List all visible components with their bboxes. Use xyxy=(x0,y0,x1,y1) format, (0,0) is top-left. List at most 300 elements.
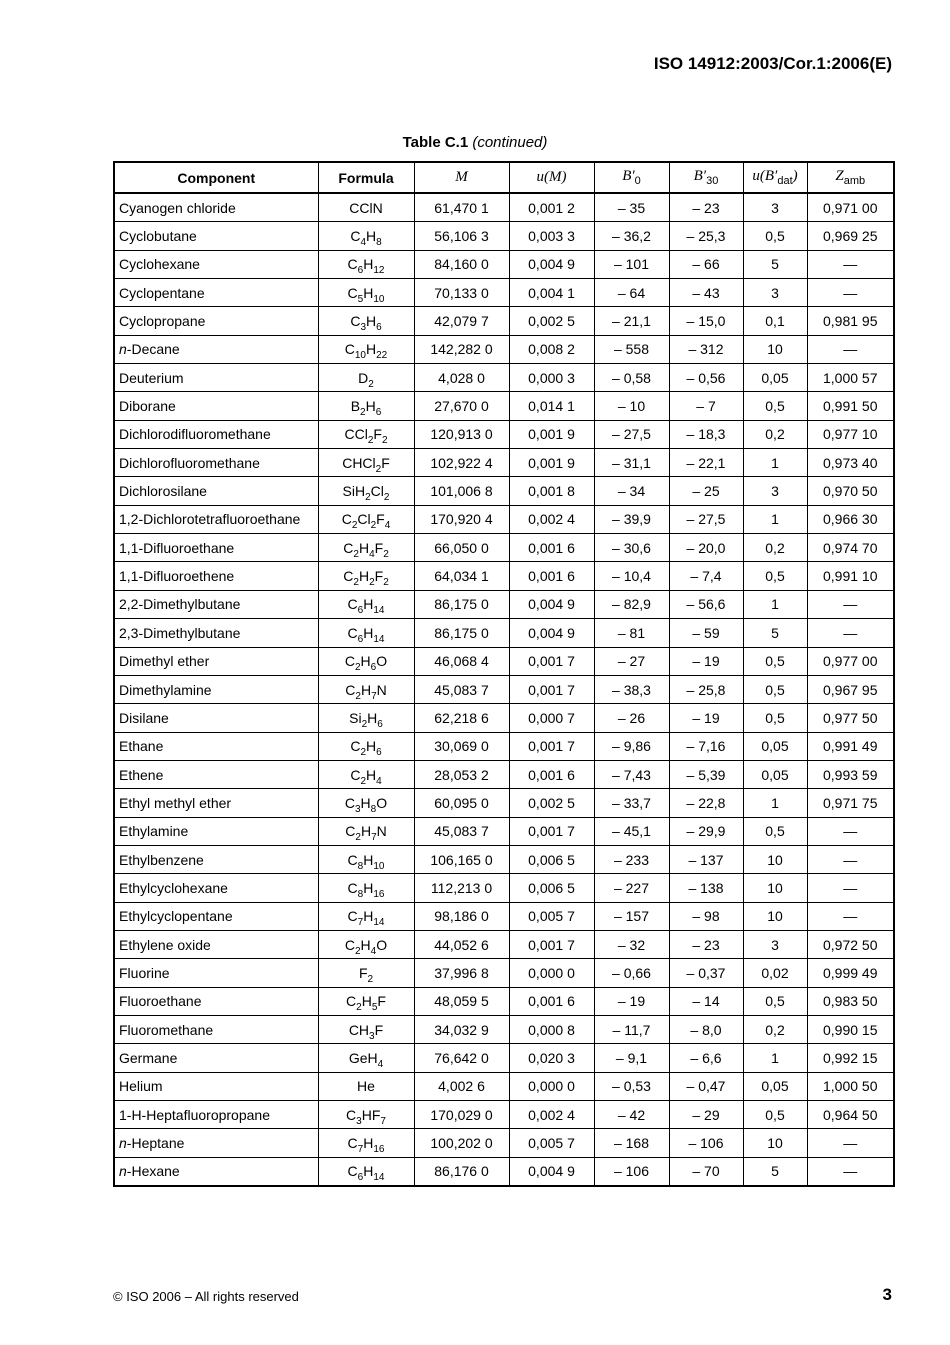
table-row xyxy=(114,760,894,788)
component-name xyxy=(114,704,318,732)
component-name xyxy=(114,1129,318,1157)
molar-mass-cell: 98,186 0 xyxy=(414,902,509,930)
table-caption-note: (continued) xyxy=(472,134,548,151)
component-label: Cyclohexane xyxy=(119,256,200,273)
component-label: Cyclobutane xyxy=(119,228,197,245)
b0-cell: – 227 xyxy=(594,874,669,902)
table-row xyxy=(114,364,894,392)
formula-cell: $C_2H_4O$ xyxy=(318,930,414,958)
molar-mass-uncertainty-cell: 0,001 9 xyxy=(509,449,594,477)
component-label: Fluoroethane xyxy=(119,993,202,1010)
z-amb-cell: — xyxy=(807,619,894,647)
component-name xyxy=(114,874,318,902)
component-name xyxy=(114,647,318,675)
header-z-amb xyxy=(807,162,894,193)
component-label: Ethylcyclohexane xyxy=(119,879,228,896)
component-label: Helium xyxy=(119,1078,163,1095)
molar-mass-cell: 76,642 0 xyxy=(414,1044,509,1072)
b-uncertainty-cell: 5 xyxy=(743,1157,807,1186)
b30-cell: – 66 xyxy=(669,250,743,278)
molar-mass-cell: 66,050 0 xyxy=(414,534,509,562)
formula-cell: $C_6H_{14}$ xyxy=(318,619,414,647)
molar-mass-cell: 86,175 0 xyxy=(414,590,509,618)
table-row xyxy=(114,534,894,562)
molar-mass-cell: 170,920 4 xyxy=(414,505,509,533)
component-name xyxy=(114,562,318,590)
component-label: Dimethylamine xyxy=(119,681,212,698)
formula-cell: $C_6H_{14}$ xyxy=(318,590,414,618)
b30-cell: – 25,8 xyxy=(669,675,743,703)
b30-cell: – 0,37 xyxy=(669,959,743,987)
b30-cell: – 70 xyxy=(669,1157,743,1186)
component-name xyxy=(114,987,318,1015)
formula-cell: $C_5H_{10}$ xyxy=(318,279,414,307)
b30-cell: – 106 xyxy=(669,1129,743,1157)
component-name xyxy=(114,505,318,533)
b-uncertainty-cell: 1 xyxy=(743,1044,807,1072)
z-amb-cell: 0,972 50 xyxy=(807,930,894,958)
z-amb-cell: — xyxy=(807,250,894,278)
b0-cell: – 26 xyxy=(594,704,669,732)
z-amb-cell: 1,000 57 xyxy=(807,364,894,392)
b-uncertainty-cell: 0,05 xyxy=(743,732,807,760)
header-molar-mass: M xyxy=(414,162,509,193)
b0-cell: – 45,1 xyxy=(594,817,669,845)
b0-cell: – 39,9 xyxy=(594,505,669,533)
molar-mass-uncertainty-cell: 0,000 0 xyxy=(509,959,594,987)
formula-cell: $CH_3F$ xyxy=(318,1015,414,1043)
component-label: Dichlorosilane xyxy=(119,483,207,500)
b30-cell: – 7,16 xyxy=(669,732,743,760)
b-uncertainty-cell: 3 xyxy=(743,477,807,505)
z-amb-cell: 0,964 50 xyxy=(807,1101,894,1129)
table-row xyxy=(114,449,894,477)
molar-mass-cell: 84,160 0 xyxy=(414,250,509,278)
header-molar-mass-uncertainty: u(M) xyxy=(509,162,594,193)
component-label: Cyanogen chloride xyxy=(119,199,236,216)
molar-mass-cell: 42,079 7 xyxy=(414,307,509,335)
formula-cell: $SiH_2Cl_2$ xyxy=(318,477,414,505)
table-row xyxy=(114,1044,894,1072)
b0-cell: – 81 xyxy=(594,619,669,647)
b-uncertainty-cell: 0,5 xyxy=(743,392,807,420)
component-label: -Heptane xyxy=(126,1135,185,1152)
b0-cell: – 168 xyxy=(594,1129,669,1157)
component-name xyxy=(114,392,318,420)
table-row xyxy=(114,619,894,647)
b-uncertainty-cell: 0,2 xyxy=(743,420,807,448)
z-amb-cell: — xyxy=(807,902,894,930)
molar-mass-uncertainty-cell: 0,002 5 xyxy=(509,307,594,335)
formula-cell: $C_8H_{10}$ xyxy=(318,845,414,873)
component-name xyxy=(114,732,318,760)
component-name xyxy=(114,222,318,250)
table-row xyxy=(114,1101,894,1129)
formula-cell: $B_2H_6$ xyxy=(318,392,414,420)
component-name xyxy=(114,1101,318,1129)
z-amb-cell: — xyxy=(807,590,894,618)
molar-mass-cell: 48,059 5 xyxy=(414,987,509,1015)
z-amb-cell: 0,990 15 xyxy=(807,1015,894,1043)
b30-cell: – 14 xyxy=(669,987,743,1015)
formula-cell: $C_7H_{14}$ xyxy=(318,902,414,930)
molar-mass-cell: 112,213 0 xyxy=(414,874,509,902)
b30-cell: – 19 xyxy=(669,704,743,732)
z-amb-cell: 0,974 70 xyxy=(807,534,894,562)
molar-mass-cell: 60,095 0 xyxy=(414,789,509,817)
table-row xyxy=(114,845,894,873)
formula-cell: $C_2H_7N$ xyxy=(318,675,414,703)
molar-mass-uncertainty-cell: 0,001 7 xyxy=(509,675,594,703)
b0-cell: – 11,7 xyxy=(594,1015,669,1043)
b-uncertainty-cell: 0,5 xyxy=(743,562,807,590)
molar-mass-cell: 120,913 0 xyxy=(414,420,509,448)
b-uncertainty-cell: 0,5 xyxy=(743,704,807,732)
component-prefix: n xyxy=(119,341,127,358)
table-row xyxy=(114,392,894,420)
b0-cell: – 27 xyxy=(594,647,669,675)
header-z-symbol: Z xyxy=(835,168,844,184)
component-name xyxy=(114,250,318,278)
molar-mass-cell: 86,176 0 xyxy=(414,1157,509,1186)
formula-cell: $C_6H_{14}$ xyxy=(318,1157,414,1186)
formula-cell: $C_8H_{16}$ xyxy=(318,874,414,902)
z-amb-cell: 0,992 15 xyxy=(807,1044,894,1072)
component-label: Ethene xyxy=(119,766,164,783)
molar-mass-uncertainty-cell: 0,001 7 xyxy=(509,817,594,845)
molar-mass-cell: 45,083 7 xyxy=(414,675,509,703)
b30-cell: – 6,6 xyxy=(669,1044,743,1072)
b-uncertainty-cell: 5 xyxy=(743,619,807,647)
molar-mass-cell: 28,053 2 xyxy=(414,760,509,788)
z-amb-cell: — xyxy=(807,279,894,307)
table-row xyxy=(114,307,894,335)
component-label: Ethane xyxy=(119,738,164,755)
component-name xyxy=(114,1044,318,1072)
z-amb-cell: — xyxy=(807,1129,894,1157)
b-uncertainty-cell: 0,05 xyxy=(743,364,807,392)
table-row xyxy=(114,930,894,958)
b30-cell: – 27,5 xyxy=(669,505,743,533)
molar-mass-cell: 37,996 8 xyxy=(414,959,509,987)
molar-mass-uncertainty-cell: 0,004 1 xyxy=(509,279,594,307)
table-row xyxy=(114,505,894,533)
b0-cell: – 19 xyxy=(594,987,669,1015)
b0-cell: – 106 xyxy=(594,1157,669,1186)
molar-mass-cell: 86,175 0 xyxy=(414,619,509,647)
b-uncertainty-cell: 1 xyxy=(743,505,807,533)
b-uncertainty-cell: 1 xyxy=(743,590,807,618)
z-amb-cell: 0,971 00 xyxy=(807,193,894,222)
b-uncertainty-cell: 0,5 xyxy=(743,675,807,703)
table-row xyxy=(114,1129,894,1157)
molar-mass-cell: 70,133 0 xyxy=(414,279,509,307)
component-label: -Decane xyxy=(126,341,180,358)
molar-mass-uncertainty-cell: 0,006 5 xyxy=(509,874,594,902)
component-prefix: n xyxy=(119,1135,127,1152)
b-uncertainty-cell: 10 xyxy=(743,335,807,363)
molar-mass-cell: 102,922 4 xyxy=(414,449,509,477)
component-name xyxy=(114,477,318,505)
b0-cell: – 34 xyxy=(594,477,669,505)
molar-mass-uncertainty-cell: 0,002 5 xyxy=(509,789,594,817)
b30-cell: – 98 xyxy=(669,902,743,930)
molar-mass-cell: 4,002 6 xyxy=(414,1072,509,1100)
molar-mass-cell: 56,106 3 xyxy=(414,222,509,250)
b-uncertainty-cell: 0,5 xyxy=(743,647,807,675)
table-row xyxy=(114,250,894,278)
molar-mass-cell: 106,165 0 xyxy=(414,845,509,873)
table-row xyxy=(114,420,894,448)
table-row xyxy=(114,987,894,1015)
component-label: Deuterium xyxy=(119,369,184,386)
z-amb-cell: 0,973 40 xyxy=(807,449,894,477)
formula-cell: $D_2$ xyxy=(318,364,414,392)
b30-cell: – 18,3 xyxy=(669,420,743,448)
header-b-uncertainty xyxy=(743,162,807,193)
table-row xyxy=(114,1157,894,1186)
formula-cell: $C_2H_6O$ xyxy=(318,647,414,675)
b0-cell: – 64 xyxy=(594,279,669,307)
molar-mass-cell: 27,670 0 xyxy=(414,392,509,420)
page-number: 3 xyxy=(882,1285,892,1304)
b30-cell: – 59 xyxy=(669,619,743,647)
component-name xyxy=(114,902,318,930)
formula-cell: GeH$_4$ xyxy=(318,1044,414,1072)
z-amb-cell: — xyxy=(807,874,894,902)
b30-cell: – 56,6 xyxy=(669,590,743,618)
molar-mass-uncertainty-cell: 0,004 9 xyxy=(509,590,594,618)
formula-cell: He xyxy=(318,1072,414,1100)
molar-mass-cell: 64,034 1 xyxy=(414,562,509,590)
b0-cell: – 32 xyxy=(594,930,669,958)
b0-cell: – 558 xyxy=(594,335,669,363)
b-uncertainty-cell: 10 xyxy=(743,1129,807,1157)
molar-mass-cell: 30,069 0 xyxy=(414,732,509,760)
table-header-row xyxy=(114,162,894,193)
b0-cell: – 9,1 xyxy=(594,1044,669,1072)
molar-mass-uncertainty-cell: 0,001 8 xyxy=(509,477,594,505)
table-row xyxy=(114,902,894,930)
b-uncertainty-cell: 0,2 xyxy=(743,534,807,562)
formula-cell: $C_3H_8O$ xyxy=(318,789,414,817)
table-row xyxy=(114,647,894,675)
component-label: Fluoromethane xyxy=(119,1021,214,1038)
b30-cell: – 5,39 xyxy=(669,760,743,788)
b30-cell: – 0,56 xyxy=(669,364,743,392)
molar-mass-cell: 61,470 1 xyxy=(414,193,509,222)
component-name xyxy=(114,959,318,987)
component-label: 1,2-Dichlorotetrafluoroethane xyxy=(119,511,301,528)
z-amb-cell: 0,977 00 xyxy=(807,647,894,675)
table-body xyxy=(114,193,894,1186)
component-label: Dimethyl ether xyxy=(119,653,210,670)
component-label: Fluorine xyxy=(119,964,170,981)
b0-cell: – 0,58 xyxy=(594,364,669,392)
table-row xyxy=(114,959,894,987)
molar-mass-uncertainty-cell: 0,002 4 xyxy=(509,1101,594,1129)
component-label: Cyclopropane xyxy=(119,313,206,330)
component-label: Disilane xyxy=(119,709,169,726)
b0-cell: – 82,9 xyxy=(594,590,669,618)
component-label: 2,3-Dimethylbutane xyxy=(119,624,241,641)
z-amb-cell: — xyxy=(807,817,894,845)
z-amb-cell: — xyxy=(807,1157,894,1186)
molar-mass-uncertainty-cell: 0,001 7 xyxy=(509,732,594,760)
b0-cell: – 27,5 xyxy=(594,420,669,448)
b-uncertainty-cell: 3 xyxy=(743,279,807,307)
b30-cell: – 29,9 xyxy=(669,817,743,845)
table-row xyxy=(114,590,894,618)
component-label: 1,1-Difluoroethane xyxy=(119,539,235,556)
component-name xyxy=(114,307,318,335)
b-uncertainty-cell: 3 xyxy=(743,193,807,222)
component-label: -Hexane xyxy=(126,1163,180,1180)
b0-cell: – 33,7 xyxy=(594,789,669,817)
header-b30-sub: 30 xyxy=(706,175,719,187)
molar-mass-cell: 142,282 0 xyxy=(414,335,509,363)
component-label: 2,2-Dimethylbutane xyxy=(119,596,241,613)
component-name xyxy=(114,193,318,222)
component-label: Ethylene oxide xyxy=(119,936,211,953)
b30-cell: – 8,0 xyxy=(669,1015,743,1043)
component-name xyxy=(114,590,318,618)
b0-cell: – 35 xyxy=(594,193,669,222)
b30-cell: – 29 xyxy=(669,1101,743,1129)
molar-mass-uncertainty-cell: 0,014 1 xyxy=(509,392,594,420)
b0-cell: – 0,53 xyxy=(594,1072,669,1100)
molar-mass-cell: 62,218 6 xyxy=(414,704,509,732)
molar-mass-uncertainty-cell: 0,001 7 xyxy=(509,930,594,958)
table-caption-label: Table C.1 xyxy=(402,134,469,151)
b-uncertainty-cell: 0,5 xyxy=(743,987,807,1015)
b30-cell: – 0,47 xyxy=(669,1072,743,1100)
b-uncertainty-cell: 5 xyxy=(743,250,807,278)
b-uncertainty-cell: 10 xyxy=(743,845,807,873)
component-name xyxy=(114,1015,318,1043)
header-formula: Formula xyxy=(318,162,414,193)
z-amb-cell: 0,969 25 xyxy=(807,222,894,250)
z-amb-cell: 0,967 95 xyxy=(807,675,894,703)
b0-cell: – 0,66 xyxy=(594,959,669,987)
header-b30-symbol: B′ xyxy=(693,168,707,184)
table-row xyxy=(114,222,894,250)
header-b-uncertainty-sub: dat xyxy=(777,175,793,187)
formula-cell: $F_2$ xyxy=(318,959,414,987)
formula-cell: $C_2H_4$ xyxy=(318,760,414,788)
formula-cell: $C_4H_8$ xyxy=(318,222,414,250)
b30-cell: – 25,3 xyxy=(669,222,743,250)
molar-mass-uncertainty-cell: 0,000 8 xyxy=(509,1015,594,1043)
z-amb-cell: 1,000 50 xyxy=(807,1072,894,1100)
table-row xyxy=(114,335,894,363)
component-name xyxy=(114,760,318,788)
z-amb-cell: 0,999 49 xyxy=(807,959,894,987)
b0-cell: – 9,86 xyxy=(594,732,669,760)
b30-cell: – 25 xyxy=(669,477,743,505)
molar-mass-uncertainty-cell: 0,001 2 xyxy=(509,193,594,222)
b0-cell: – 157 xyxy=(594,902,669,930)
table-row xyxy=(114,279,894,307)
header-component: Component xyxy=(114,162,318,193)
component-label: Dichlorodifluoromethane xyxy=(119,426,271,443)
b-uncertainty-cell: 0,5 xyxy=(743,222,807,250)
b0-cell: – 36,2 xyxy=(594,222,669,250)
b0-cell: – 10 xyxy=(594,392,669,420)
b-uncertainty-cell: 0,02 xyxy=(743,959,807,987)
b30-cell: – 19 xyxy=(669,647,743,675)
b0-cell: – 30,6 xyxy=(594,534,669,562)
molar-mass-cell: 46,068 4 xyxy=(414,647,509,675)
molar-mass-uncertainty-cell: 0,020 3 xyxy=(509,1044,594,1072)
molar-mass-cell: 100,202 0 xyxy=(414,1129,509,1157)
component-name xyxy=(114,364,318,392)
b30-cell: – 22,1 xyxy=(669,449,743,477)
formula-cell: $C_2H_2F_2$ xyxy=(318,562,414,590)
molar-mass-uncertainty-cell: 0,003 3 xyxy=(509,222,594,250)
component-name xyxy=(114,845,318,873)
molar-mass-uncertainty-cell: 0,008 2 xyxy=(509,335,594,363)
component-label: Diborane xyxy=(119,398,176,415)
b-uncertainty-cell: 0,2 xyxy=(743,1015,807,1043)
molar-mass-uncertainty-cell: 0,000 0 xyxy=(509,1072,594,1100)
z-amb-cell: 0,970 50 xyxy=(807,477,894,505)
component-name xyxy=(114,449,318,477)
b30-cell: – 312 xyxy=(669,335,743,363)
table-row xyxy=(114,193,894,222)
z-amb-cell: 0,991 10 xyxy=(807,562,894,590)
b-uncertainty-cell: 0,1 xyxy=(743,307,807,335)
z-amb-cell: 0,991 50 xyxy=(807,392,894,420)
b-uncertainty-cell: 0,5 xyxy=(743,817,807,845)
molar-mass-uncertainty-cell: 0,001 6 xyxy=(509,760,594,788)
b30-cell: – 22,8 xyxy=(669,789,743,817)
z-amb-cell: 0,966 30 xyxy=(807,505,894,533)
formula-cell: $C_2H_5F$ xyxy=(318,987,414,1015)
molar-mass-uncertainty-cell: 0,001 6 xyxy=(509,987,594,1015)
b0-cell: – 42 xyxy=(594,1101,669,1129)
component-name xyxy=(114,1072,318,1100)
molar-mass-uncertainty-cell: 0,001 9 xyxy=(509,420,594,448)
table-caption xyxy=(0,134,950,151)
molar-mass-uncertainty-cell: 0,000 3 xyxy=(509,364,594,392)
component-name xyxy=(114,420,318,448)
component-label: Ethylcyclopentane xyxy=(119,908,233,925)
table-row xyxy=(114,562,894,590)
b0-cell: – 7,43 xyxy=(594,760,669,788)
component-name xyxy=(114,817,318,845)
b0-cell: – 31,1 xyxy=(594,449,669,477)
z-amb-cell: 0,981 95 xyxy=(807,307,894,335)
b-uncertainty-cell: 10 xyxy=(743,874,807,902)
component-name xyxy=(114,619,318,647)
molar-mass-cell: 34,032 9 xyxy=(414,1015,509,1043)
molar-mass-cell: 101,006 8 xyxy=(414,477,509,505)
b30-cell: – 137 xyxy=(669,845,743,873)
molar-mass-uncertainty-cell: 0,004 9 xyxy=(509,1157,594,1186)
header-b-uncertainty-post: ) xyxy=(792,168,798,184)
molar-mass-uncertainty-cell: 0,001 6 xyxy=(509,562,594,590)
header-b-uncertainty-pre: u(B′ xyxy=(752,168,778,184)
component-label: 1-H-Heptafluoropropane xyxy=(119,1106,270,1123)
b-uncertainty-cell: 0,05 xyxy=(743,760,807,788)
table-row xyxy=(114,732,894,760)
b30-cell: – 23 xyxy=(669,193,743,222)
table-row xyxy=(114,1072,894,1100)
table-row xyxy=(114,1015,894,1043)
b30-cell: – 43 xyxy=(669,279,743,307)
b30-cell: – 20,0 xyxy=(669,534,743,562)
